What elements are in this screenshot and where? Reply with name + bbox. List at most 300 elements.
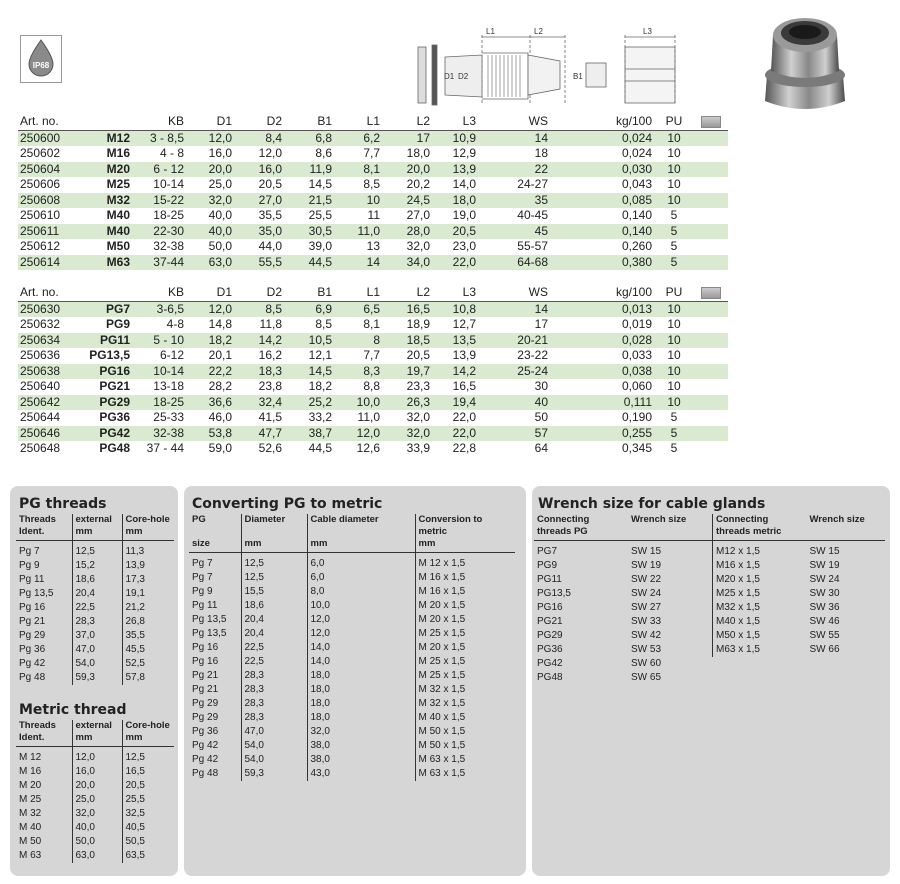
package-icon [701,116,721,128]
table-cell: SW 24 [631,588,662,599]
cell-l2: 20,2 [406,177,430,192]
cell-kg-per-100: 0,060 [621,379,652,394]
col-header-kb: KB [132,285,186,301]
col-header-b1: B1 [284,114,334,130]
cell-d2: 23,8 [258,379,282,394]
cell-art-no: 250648 [20,441,61,456]
cell-l2: 28,0 [382,224,432,240]
table-row [16,849,174,863]
cell-type: PG7 [70,301,132,317]
cell-l1: 7,7 [363,348,380,363]
col-header-b1: B1 [284,285,334,301]
table-cell: 18,0 [307,683,415,697]
table-row [18,239,728,255]
table-cell: 35,5 [122,629,174,643]
table-row [189,655,515,669]
cell-d2: 55,5 [234,255,284,271]
table-row [534,615,712,629]
cell-l1: 8,8 [363,379,380,394]
cell-pu: 5 [654,255,694,271]
table-cell: 17,3 [122,573,174,587]
table-cell: M 12 x 1,5 [415,553,515,572]
cell-kb: 10-14 [153,177,184,192]
table-cell: M 50 x 1,5 [415,739,515,753]
col-header-threads: Threads [19,514,56,525]
cell-art-no: 250602 [20,146,61,161]
table-cell: Pg 11 [192,600,218,611]
table-cell: M 20 x 1,5 [415,641,515,655]
cell-kg-per-100: 0,255 [550,426,654,442]
cell-spacer [694,410,728,426]
table-cell: SW 15 [631,546,662,557]
cell-art-no: 250640 [20,379,61,394]
table-cell: Pg 29 [19,630,46,641]
cell-spacer [694,301,728,317]
table-row [534,559,712,573]
col-header-conversion: Conversion to metric [415,514,515,538]
table-cell: 6,0 [307,571,415,585]
table-row [16,671,174,685]
table-cell: 59,3 [72,671,122,685]
cell-type: PG21 [99,379,130,394]
cell-l1: 11,0 [334,224,382,240]
cell-b1: 25,5 [308,208,332,223]
cell-spacer [694,162,728,178]
col-header-l2: L2 [382,285,432,301]
unit-ident: Ident. [16,732,72,747]
cell-spacer [694,426,728,442]
technical-drawing [410,25,710,110]
cell-d2: 8,5 [234,301,284,317]
cell-spacer [694,333,728,349]
cell-spacer [694,395,728,411]
table-row [16,601,174,615]
table-cell: M25 x 1,5 [713,587,807,601]
cell-d2: 35,0 [234,224,284,240]
table-row [534,587,712,601]
cell-kb: 4 - 8 [159,146,184,161]
cell-d1: 20,1 [208,348,232,363]
cell-spacer [694,364,728,380]
table-cell: M16 x 1,5 [713,559,807,573]
table-row [534,657,712,671]
table-cell: 20,4 [241,613,307,627]
table-row [16,541,174,560]
cell-ws: 17 [534,317,548,332]
table-cell: M20 x 1,5 [713,573,807,587]
table-row [189,739,515,753]
table-cell: SW 65 [631,672,662,683]
cell-l2: 33,9 [406,441,430,456]
cell-spacer [694,255,728,271]
table-row [713,573,885,587]
cell-kg-per-100: 0,013 [550,301,654,317]
table-row [16,629,174,643]
cell-l2: 26,3 [382,395,432,411]
cell-ws: 24-27 [517,177,548,192]
table-cell: Pg 16 [192,642,219,653]
cell-l2: 18,9 [406,317,430,332]
table-cell: SW 15 [809,546,840,557]
table-cell: PG9 [537,560,558,571]
table-row [189,711,515,725]
cell-l2: 32,0 [406,239,430,254]
table-cell: Pg 7 [19,546,40,557]
cell-kg-per-100: 0,140 [621,208,652,223]
table-row [16,657,174,671]
cell-b1: 38,7 [284,426,334,442]
col-header-diameter: Diameter [241,514,307,538]
table-cell: 11,3 [122,541,174,560]
cell-type: M32 [70,193,132,209]
table-cell: M 16 x 1,5 [415,585,515,599]
cell-ws: 22 [478,162,550,178]
pg-gland-table [18,285,728,457]
cell-kg-per-100: 0,085 [550,193,654,209]
cell-kb: 37-44 [132,255,186,271]
cell-spacer [694,193,728,209]
table-row [534,541,712,560]
table-cell: 32,5 [122,807,174,821]
cell-d1: 50,0 [208,239,232,254]
cell-d2: 8,4 [234,130,284,146]
table-cell: 28,3 [241,683,307,697]
table-cell: M63 x 1,5 [713,643,807,657]
table-cell: 45,5 [122,643,174,657]
cell-d2: 35,5 [258,208,282,223]
cell-d2: 14,2 [234,333,284,349]
table-cell: PG11 [537,574,562,585]
table-cell: M 50 x 1,5 [415,725,515,739]
table-cell: M32 x 1,5 [713,601,807,615]
table-cell: PG48 [537,672,563,683]
table-cell: 57,8 [122,671,174,685]
cell-d1: 59,0 [208,441,232,456]
table-row [189,613,515,627]
col-header-art-no: Art. no. [18,114,70,130]
col-header-l3: L3 [432,114,478,130]
table-cell: 47,0 [241,725,307,739]
table-row [18,208,728,224]
cell-b1: 39,0 [308,239,332,254]
cell-pu: 10 [667,379,681,394]
table-cell: PG36 [537,644,563,655]
table-cell: M 40 [19,822,42,833]
cell-l3: 13,5 [432,333,478,349]
cell-l2: 18,0 [406,146,430,161]
cell-l2: 20,5 [406,348,430,363]
table-row [189,697,515,711]
converting-title: Converting PG to metric [192,496,383,512]
cell-ws: 55-57 [517,239,548,254]
cell-d1: 40,0 [208,208,232,223]
cell-spacer [694,224,728,240]
cell-type: M40 [106,208,130,223]
metric-gland-table [18,114,728,270]
table-cell: 26,8 [122,615,174,629]
cell-art-no: 250638 [18,364,70,380]
cell-type: M63 [70,255,132,271]
cell-spacer [694,441,728,457]
table-cell: Pg 13,5 [192,628,227,639]
cell-ws: 45 [478,224,550,240]
table-cell: 18,0 [307,669,415,683]
table-row [713,541,885,560]
cell-l3: 19,4 [432,395,478,411]
table-row [534,629,712,643]
table-row [189,669,515,683]
cell-pu: 10 [654,301,694,317]
cell-l3: 20,5 [432,224,478,240]
cell-l2: 19,7 [382,364,432,380]
cell-d1: 16,0 [208,146,232,161]
table-cell: Pg 16 [192,656,219,667]
table-row [534,573,712,587]
cell-type: M16 [106,146,130,161]
table-header-row [18,285,728,301]
table-cell: SW 66 [809,644,840,655]
table-cell: Pg 36 [192,726,219,737]
col-header-external: external [72,514,122,526]
table-row [18,177,728,193]
cell-type: PG36 [99,410,130,425]
cell-kb: 6-12 [159,348,184,363]
cell-pu: 10 [667,348,681,363]
package-icon [701,287,721,299]
table-cell: 20,4 [241,627,307,641]
metric-gland-rows [18,130,728,270]
cell-b1: 6,9 [284,301,334,317]
cell-l3: 13,9 [432,162,478,178]
cell-kg-per-100: 0,024 [550,130,654,146]
metric-thread-title: Metric thread [19,702,127,718]
table-cell: SW 42 [631,630,662,641]
table-cell: 21,2 [122,601,174,615]
cell-d2: 27,0 [234,193,284,209]
cell-ws: 50 [534,410,548,425]
cell-d2: 20,5 [258,177,282,192]
cell-l3: 19,0 [452,208,476,223]
table-row [16,615,174,629]
cell-art-no: 250636 [20,348,61,363]
table-cell: 28,3 [241,697,307,711]
cell-ws: 20-21 [478,333,550,349]
cell-l2: 34,0 [382,255,432,271]
cell-kb: 6 - 12 [132,162,186,178]
cell-d2: 18,3 [234,364,284,380]
cell-spacer [694,379,728,395]
table-cell: Pg 36 [19,644,46,655]
wrench-pg-table [534,514,712,685]
table-row [189,753,515,767]
cell-type: PG11 [70,333,132,349]
cell-art-no: 250614 [18,255,70,271]
table-cell: PG21 [537,616,563,627]
cell-kg-per-100: 0,033 [621,348,652,363]
dim-label-b1: B1 [573,72,583,81]
cell-l1: 8,3 [334,364,382,380]
unit-mm: mm [415,538,515,553]
cell-ws: 64 [534,441,548,456]
table-cell: Pg 48 [19,672,46,683]
cell-art-no: 250610 [20,208,61,223]
cell-d2: 16,0 [234,162,284,178]
cell-kg-per-100: 0,028 [550,333,654,349]
cell-kg-per-100: 0,024 [621,146,652,161]
cell-b1: 10,5 [284,333,334,349]
table-cell: 20,5 [122,779,174,793]
table-row [713,601,885,615]
col-header-kg: kg/100 [550,285,654,301]
table-row [16,573,174,587]
cell-kg-per-100: 0,260 [621,239,652,254]
col-header-l1: L1 [334,285,382,301]
cell-l3: 10,8 [432,301,478,317]
table-cell: M 40 x 1,5 [415,711,515,725]
cell-kg-per-100: 0,111 [550,395,654,411]
col-header-l2: L2 [382,114,432,130]
table-row [18,317,728,333]
table-cell: 12,5 [241,571,307,585]
cell-d1: 32,0 [186,193,234,209]
table-cell: M 50 [19,836,42,847]
table-cell: Pg 21 [19,616,46,627]
cell-kb: 13-18 [153,379,184,394]
cell-type: PG42 [70,426,132,442]
cell-art-no: 250644 [20,410,61,425]
table-row [18,255,728,271]
col-header-kg: kg/100 [550,114,654,130]
cell-b1: 12,1 [308,348,332,363]
cell-ws: 14 [478,130,550,146]
cell-kg-per-100: 0,140 [550,224,654,240]
unit-ident: Ident. [16,526,72,541]
table-cell: Pg 13,5 [19,588,54,599]
table-cell: 14,0 [307,641,415,655]
cell-spacer [694,146,728,162]
table-row [18,426,728,442]
table-cell: M 16 x 1,5 [415,571,515,585]
cell-spacer [694,317,728,333]
table-cell: M 25 [19,794,42,805]
table-cell: 38,0 [307,753,415,767]
table-row [18,146,728,162]
table-row [189,553,515,572]
col-header-pg: PG [192,514,206,525]
table-cell: M 32 x 1,5 [415,697,515,711]
unit-mm: mm [122,526,174,541]
cable-gland-photo [755,5,855,120]
cell-l1: 8,1 [334,162,382,178]
col-header-connecting-metric: Connecting threads metric [713,514,807,541]
col-header-cable-diameter: Cable diameter [307,514,415,538]
table-cell: 8,0 [307,585,415,599]
cell-kg-per-100: 0,380 [550,255,654,271]
table-row [16,779,174,793]
table-cell: Pg 9 [192,586,213,597]
table-cell: SW 53 [631,644,662,655]
cell-d1: 20,0 [186,162,234,178]
table-cell: PG29 [537,630,563,641]
table-cell: M 63 x 1,5 [415,753,515,767]
cell-b1: 14,5 [308,177,332,192]
cell-kb: 18-25 [153,208,184,223]
cell-kg-per-100: 0,038 [550,364,654,380]
table-cell: 10,0 [307,599,415,613]
wrench-panel [532,486,890,876]
table-row [16,807,174,821]
table-row [189,725,515,739]
table-cell: M 25 x 1,5 [415,655,515,669]
dim-label-d2: D2 [458,72,469,81]
table-cell: M 20 [19,780,42,791]
table-cell: M 25 x 1,5 [415,627,515,641]
table-cell: 32,0 [307,725,415,739]
cell-pu: 5 [654,426,694,442]
cell-pu: 10 [667,146,681,161]
col-header-connecting-pg: Connecting threads PG [534,514,628,541]
table-row [189,571,515,585]
table-cell: 15,2 [72,559,122,573]
pg-threads-table [16,514,174,685]
cell-type: PG13,5 [89,348,130,363]
cell-kb: 18-25 [132,395,186,411]
table-cell: 22,5 [72,601,122,615]
cell-l3: 23,0 [452,239,476,254]
table-cell: Pg 7 [192,558,213,569]
table-row [18,301,728,317]
cell-l1: 12,0 [334,426,382,442]
cell-ws: 23-22 [517,348,548,363]
cell-l3: 14,2 [432,364,478,380]
table-row [534,601,712,615]
col-header-wrench-size: Wrench size [628,514,712,541]
table-row [16,835,174,849]
cell-l3: 22,0 [452,410,476,425]
col-header-d1: D1 [186,114,234,130]
cell-d1: 36,6 [186,395,234,411]
cell-l2: 32,0 [382,426,432,442]
cell-art-no: 250604 [18,162,70,178]
cell-pu: 10 [654,364,694,380]
cell-pu: 5 [654,224,694,240]
cell-kg-per-100: 0,190 [621,410,652,425]
cell-art-no: 250646 [18,426,70,442]
cell-l1: 8 [334,333,382,349]
cell-kb: 3 - 8,5 [132,130,186,146]
cell-d1: 14,8 [208,317,232,332]
cell-d1: 28,2 [208,379,232,394]
cell-art-no: 250630 [18,301,70,317]
cell-d1: 46,0 [208,410,232,425]
cell-b1: 6,8 [284,130,334,146]
converting-panel [184,486,526,876]
table-cell: 54,0 [241,739,307,753]
table-row [16,559,174,573]
cell-b1: 33,2 [308,410,332,425]
table-row [16,765,174,779]
col-header-ws: WS [478,285,550,301]
table-cell: M12 x 1,5 [713,541,807,560]
pg-threads-title: PG threads [19,496,107,512]
cell-l3: 22,0 [432,255,478,271]
table-row [189,767,515,781]
cell-art-no: 250642 [18,395,70,411]
cell-pu: 10 [654,130,694,146]
cell-pu: 5 [670,441,678,456]
col-header-external: external [72,720,122,732]
table-cell: 22,5 [241,641,307,655]
